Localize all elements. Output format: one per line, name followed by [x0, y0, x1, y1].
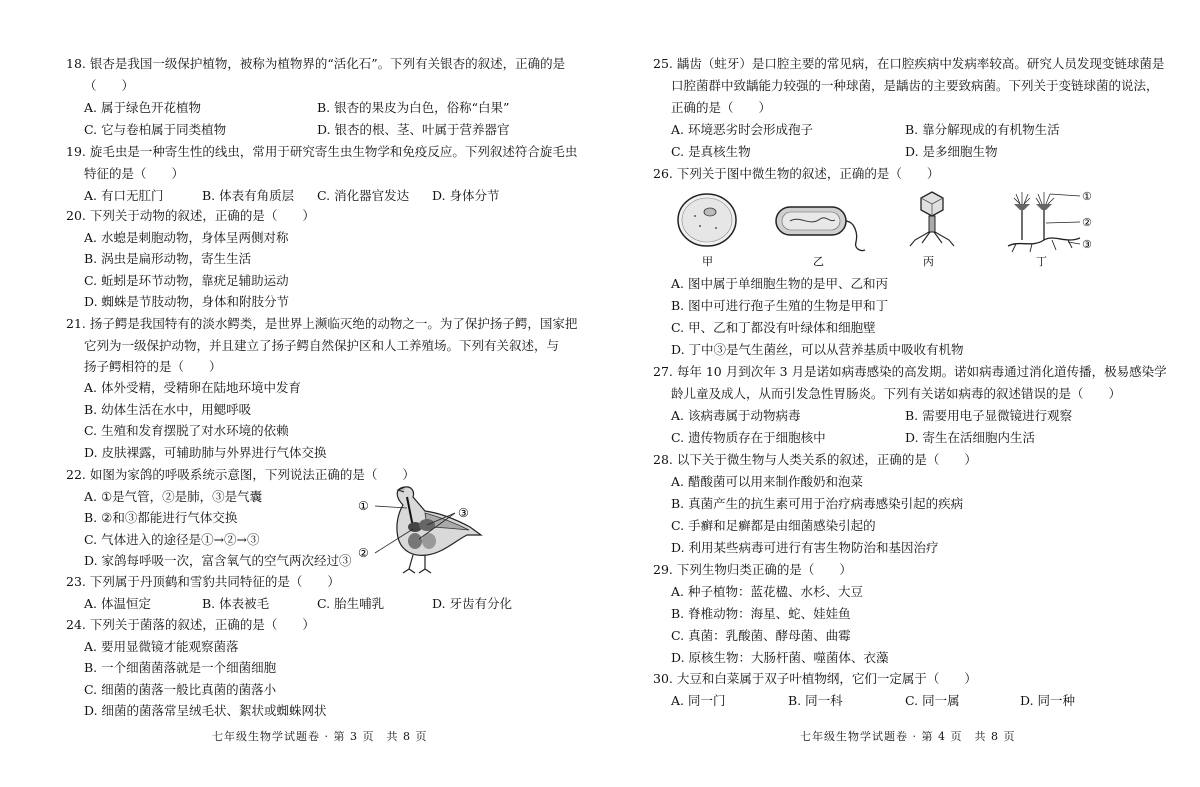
- mold-label-3: ③: [1082, 238, 1092, 251]
- right-page: [600, 0, 1200, 787]
- question-27-line2: 龄儿童及成人，从而引发急性胃肠炎。下列有关诺如病毒的叙述错误的是（ ）: [671, 386, 1122, 401]
- question-29-line1: 29. 下列生物归类正确的是（ ）: [653, 562, 852, 577]
- pigeon-label-3: ③: [458, 506, 469, 520]
- question-19-option-b: B. 体表有角质层: [202, 188, 295, 203]
- question-21-option-a: A. 体外受精，受精卵在陆地环境中发育: [84, 380, 301, 395]
- caption-jia: 甲: [702, 255, 713, 268]
- question-20-option-b: B. 涡虫是扁形动物，寄生生活: [84, 251, 252, 266]
- question-18-option-a: A. 属于绿色开花植物: [84, 100, 201, 115]
- question-22-option-a: A. ①是气管，②是肺，③是气囊: [84, 489, 263, 504]
- question-30-line1: 30. 大豆和白菜属于双子叶植物纲，它们一定属于（ ）: [653, 671, 977, 686]
- question-30-option-a: A. 同一门: [671, 693, 726, 708]
- question-26-option-c: C. 甲、乙和丁都没有叶绿体和细胞壁: [671, 320, 876, 335]
- question-28-line1: 28. 以下关于微生物与人类关系的叙述，正确的是（ ）: [653, 452, 977, 467]
- mold-label-1: ①: [1082, 190, 1092, 203]
- question-30-option-c: C. 同一属: [905, 693, 960, 708]
- question-22-option-d: D. 家鸽每呼吸一次，富含氧气的空气两次经过③: [84, 553, 352, 568]
- question-28-option-c: C. 手癣和足癣都是由细菌感染引起的: [671, 518, 876, 533]
- question-18-line1: 18. 银杏是我国一级保护植物，被称为植物界的“活化石”。下列有关银杏的叙述，正确的是: [66, 56, 566, 71]
- question-29-option-c: C. 真菌：乳酸菌、酵母菌、曲霉: [671, 628, 851, 643]
- question-20-line1: 20. 下列关于动物的叙述，正确的是（ ）: [66, 208, 315, 223]
- bacterium-image: [776, 207, 865, 251]
- question-21-line2: 它列为一级保护动物，并且建立了扬子鳄自然保护区和人工养殖场。下列有关叙述，与: [84, 338, 560, 353]
- mold-image: [1008, 192, 1080, 252]
- caption-yi: 乙: [813, 255, 824, 268]
- right-page-footer: 七年级生物学试题卷 · 第 4 页 共 8 页: [800, 730, 1016, 743]
- question-30-option-d: D. 同一种: [1020, 693, 1076, 708]
- question-20-option-a: A. 水螅是刺胞动物，身体呈两侧对称: [84, 230, 289, 245]
- question-25-option-b: B. 靠分解现成的有机物生活: [905, 122, 1060, 137]
- question-23-option-d: D. 牙齿有分化: [432, 596, 513, 611]
- question-30-option-b: B. 同一科: [788, 693, 843, 708]
- question-24-option-c: C. 细菌的菌落一般比真菌的菌落小: [84, 682, 277, 697]
- question-22-option-c: C. 气体进入的途径是①→②→③: [84, 532, 260, 547]
- question-27-option-d: D. 寄生在活细胞内生活: [905, 430, 1036, 445]
- question-26-option-a: A. 图中属于单细胞生物的是甲、乙和丙: [671, 276, 888, 291]
- question-20-option-c: C. 蚯蚓是环节动物，靠疣足辅助运动: [84, 273, 289, 288]
- question-20-option-d: D. 蜘蛛是节肢动物，身体和附肢分节: [84, 294, 290, 309]
- question-23-option-a: A. 体温恒定: [84, 596, 151, 611]
- mold-label-2: ②: [1082, 216, 1092, 229]
- question-21-line1: 21. 扬子鳄是我国特有的淡水鳄类，是世界上濒临灭绝的动物之一。为了保护扬子鳄，国家把: [66, 316, 578, 331]
- question-21-option-d: D. 皮肤裸露，可辅助肺与外界进行气体交换: [84, 445, 327, 460]
- question-25-option-a: A. 环境恶劣时会形成孢子: [671, 122, 813, 137]
- question-27-option-a: A. 该病毒属于动物病毒: [671, 408, 801, 423]
- question-26-option-d: D. 丁中③是气生菌丝，可以从营养基质中吸收有机物: [671, 342, 964, 357]
- question-19-option-c: C. 消化器官发达: [317, 188, 410, 203]
- question-27-option-c: C. 遗传物质存在于细胞核中: [671, 430, 826, 445]
- question-24-option-d: D. 细菌的菌落常呈绒毛状、絮状或蜘蛛网状: [84, 703, 327, 718]
- question-21-option-c: C. 生殖和发育摆脱了对水环境的依赖: [84, 423, 289, 438]
- question-27-line1: 27. 每年 10 月到次年 3 月是诺如病毒感染的高发期。诺如病毒通过消化道传播，极易感染学: [653, 364, 1167, 379]
- caption-bing: 丙: [923, 255, 934, 268]
- pigeon-label-1: ①: [358, 499, 369, 513]
- question-21-line3: 扬子鳄相符的是（ ）: [84, 359, 222, 374]
- question-23-option-b: B. 体表被毛: [202, 596, 270, 611]
- question-29-option-b: B. 脊椎动物：海星、蛇、娃娃鱼: [671, 606, 851, 621]
- question-25-option-d: D. 是多细胞生物: [905, 144, 998, 159]
- question-26-option-b: B. 图中可进行孢子生殖的生物是甲和丁: [671, 298, 889, 313]
- question-23-option-c: C. 胎生哺乳: [317, 596, 385, 611]
- question-24-option-b: B. 一个细菌菌落就是一个细菌细胞: [84, 660, 277, 675]
- question-22-line1: 22. 如图为家鸽的呼吸系统示意图，下列说法正确的是（ ）: [66, 467, 415, 482]
- question-26-line1: 26. 下列关于图中微生物的叙述，正确的是（ ）: [653, 166, 940, 181]
- question-18-line2: （ ）: [84, 78, 135, 93]
- question-18-option-c: C. 它与卷柏属于同类植物: [84, 122, 227, 137]
- pigeon-respiratory-diagram: [355, 483, 485, 578]
- microorganisms-figure: [670, 188, 1120, 270]
- question-19-line2: 特征的是（ ）: [84, 166, 185, 181]
- question-25-line1: 25. 龋齿（蛀牙）是口腔主要的常见病，在口腔疾病中发病率较高。研究人员发现变链球菌是: [653, 56, 1165, 71]
- question-25-line3: 正确的是（ ）: [671, 100, 772, 115]
- question-19-option-a: A. 有口无肛门: [84, 188, 164, 203]
- bacteriophage-image: [910, 192, 954, 246]
- question-28-option-d: D. 利用某些病毒可进行有害生物防治和基因治疗: [671, 540, 939, 555]
- question-22-option-b: B. ②和③都能进行气体交换: [84, 510, 238, 525]
- question-21-option-b: B. 幼体生活在水中，用鳃呼吸: [84, 402, 252, 417]
- question-18-option-b: B. 银杏的果皮为白色，俗称“白果”: [317, 100, 510, 115]
- question-28-option-b: B. 真菌产生的抗生素可用于治疗病毒感染引起的疾病: [671, 496, 964, 511]
- question-19-line1: 19. 旋毛虫是一种寄生性的线虫，常用于研究寄生虫生物学和免疫反应。下列叙述符合旋毛虫: [66, 144, 578, 159]
- question-25-line2: 口腔菌群中致龋能力较强的一种球菌，是龋齿的主要致病菌。下列关于变链球菌的说法，: [671, 78, 1159, 93]
- pigeon-label-2: ②: [358, 546, 369, 560]
- question-18-option-d: D. 银杏的根、茎、叶属于营养器官: [317, 122, 510, 137]
- question-25-option-c: C. 是真核生物: [671, 144, 751, 159]
- caption-ding: 丁: [1036, 255, 1047, 268]
- question-27-option-b: B. 需要用电子显微镜进行观察: [905, 408, 1073, 423]
- question-23-line1: 23. 下列属于丹顶鹤和雪豹共同特征的是（ ）: [66, 574, 340, 589]
- question-29-option-d: D. 原核生物：大肠杆菌、噬菌体、衣藻: [671, 650, 889, 665]
- question-19-option-d: D. 身体分节: [432, 188, 500, 203]
- question-28-option-a: A. 醋酸菌可以用来制作酸奶和泡菜: [671, 474, 863, 489]
- question-24-option-a: A. 要用显微镜才能观察菌落: [84, 639, 239, 654]
- question-24-line1: 24. 下列关于菌落的叙述，正确的是（ ）: [66, 617, 315, 632]
- question-29-option-a: A. 种子植物：蓝花楹、水杉、大豆: [671, 584, 863, 599]
- left-page-footer: 七年级生物学试题卷 · 第 3 页 共 8 页: [212, 730, 428, 743]
- yeast-cell-image: [678, 194, 736, 246]
